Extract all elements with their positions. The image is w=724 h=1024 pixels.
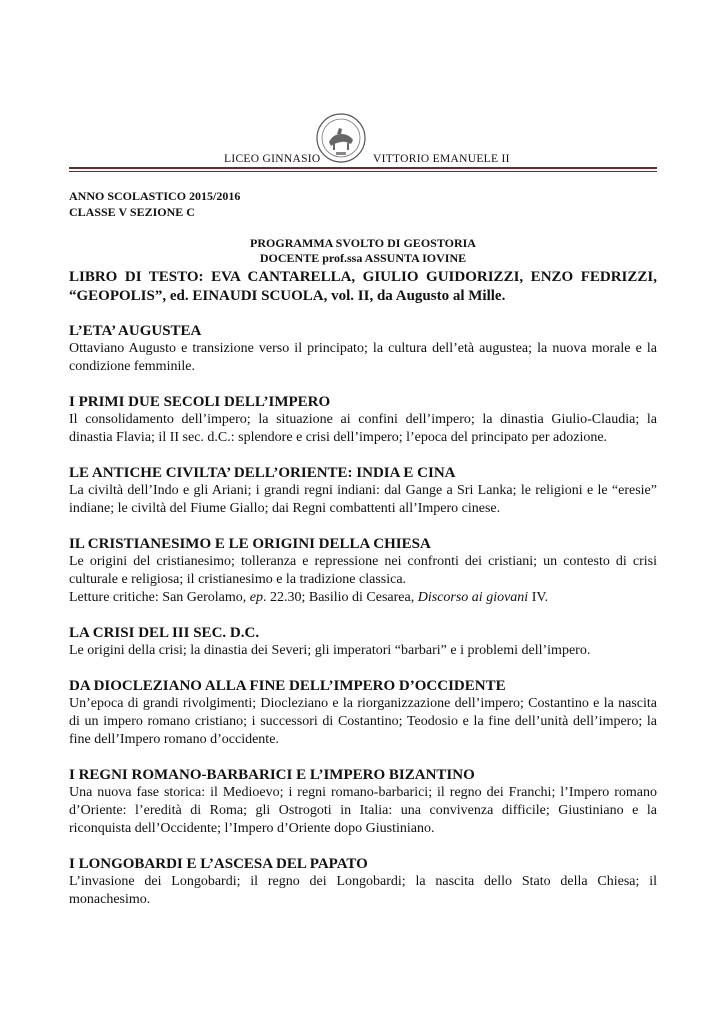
school-year: ANNO SCOLASTICO 2015/2016: [69, 189, 241, 203]
program-heading: [69, 236, 657, 266]
program-title: PROGRAMMA SVOLTO DI GEOSTORIA: [250, 236, 476, 250]
sections-list: [69, 322, 657, 926]
section-title: I REGNI ROMANO-BARBARICI E L’IMPERO BIZANTINO: [69, 767, 475, 783]
section-title: IL CRISTIANESIMO E LE ORIGINI DELLA CHIESA: [69, 536, 431, 552]
section: [69, 464, 657, 518]
section: [69, 393, 657, 447]
reading-suffix: IV.: [528, 590, 549, 605]
section-title: LE ANTICHE CIVILTA’ DELL’ORIENTE: INDIA E CINA: [69, 465, 456, 481]
section: [69, 855, 657, 909]
school-name-left: LICEO GINNASIO: [224, 153, 321, 165]
section-body: Il consolidamento dell’impero; la situazione ai confini dell’impero; la dinastia Giulio-Claudia; la dinastia Flavia; il II sec. d.C.: splendore e crisi dell’impero; l’epoca del principato per adozione.: [69, 412, 657, 445]
reading-mid: . 22.30; Basilio di Cesarea,: [262, 590, 418, 605]
class-section: CLASSE V SEZIONE C: [69, 205, 195, 219]
section-body: Le origini del cristianesimo; tolleranza e repressione nei confronti dei cristiani; un contesto di crisi culturale e religiosa; il cristianesimo e la tradizione classica.: [69, 554, 657, 587]
section-title: DA DIOCLEZIANO ALLA FINE DELL’IMPERO D’OCCIDENTE: [69, 678, 506, 694]
school-seal-icon: [315, 112, 367, 164]
section-title: L’ETA’ AUGUSTEA: [69, 323, 202, 339]
section: [69, 535, 657, 607]
critical-readings: [69, 589, 657, 607]
section: [69, 322, 657, 376]
section-body: La civiltà dell’Indo e gli Ariani; i grandi regni indiani: dal Gange a Sri Lanka; le religioni e le “eresie” indiane; le civiltà del Fiume Giallo; dai Regni combattenti all’Impero cinese.: [69, 483, 657, 516]
section-title: LA CRISI DEL III SEC. D.C.: [69, 625, 260, 641]
section: [69, 624, 657, 660]
section: [69, 677, 657, 749]
section-title: I LONGOBARDI E L’ASCESA DEL PAPATO: [69, 856, 368, 872]
section-body: L’invasione dei Longobardi; il regno dei Longobardi; la nascita dello Stato della Chiesa; il monachesimo.: [69, 874, 657, 907]
header-rule-thin: [69, 171, 657, 172]
section-body: Ottaviano Augusto e transizione verso il principato; la cultura dell’età augustea; la nuova morale e la condizione femminile.: [69, 341, 657, 374]
school-name-right: VITTORIO EMANUELE II: [373, 153, 510, 165]
school-year-block: [69, 188, 240, 220]
reading-ep: ep: [249, 590, 263, 605]
letterhead: [69, 112, 657, 172]
section-title: I PRIMI DUE SECOLI DELL’IMPERO: [69, 394, 331, 410]
reading-work: Discorso ai giovani: [417, 590, 529, 605]
section-body: Una nuova fase storica: il Medioevo; i regni romano-barbarici; il regno dei Franchi; l’Impero romano d’Oriente: l’eredità di Roma; gli Ostrogoti in Italia: una convivenza difficile; Giustiniano e la riconquista dell’Occidente; l’Impero d’Oriente dopo Giustiniano.: [69, 785, 657, 836]
section-body: Le origini della crisi; la dinastia dei Severi; gli imperatori “barbari” e i problemi dell’impero.: [69, 643, 591, 658]
textbook-info: LIBRO DI TESTO: EVA CANTARELLA, GIULIO GUIDORIZZI, ENZO FEDRIZZI, “GEOPOLIS”, ed. EINAUDI SCUOLA, vol. II, da Augusto al Mille.: [69, 269, 657, 304]
section-body: Un’epoca di grandi rivolgimenti; Diocleziano e la riorganizzazione dell’impero; Costantino e la nascita di un impero romano cristiano; i successori di Costantino; Teodosio e la fine dell’unità dell’impero; la fine dell’Impero romano d’occidente.: [69, 696, 657, 747]
header-rule: [69, 167, 657, 169]
section: [69, 766, 657, 838]
teacher-name: DOCENTE prof.ssa ASSUNTA IOVINE: [259, 251, 467, 265]
reading-prefix: Letture critiche: San Gerolamo,: [69, 590, 250, 605]
